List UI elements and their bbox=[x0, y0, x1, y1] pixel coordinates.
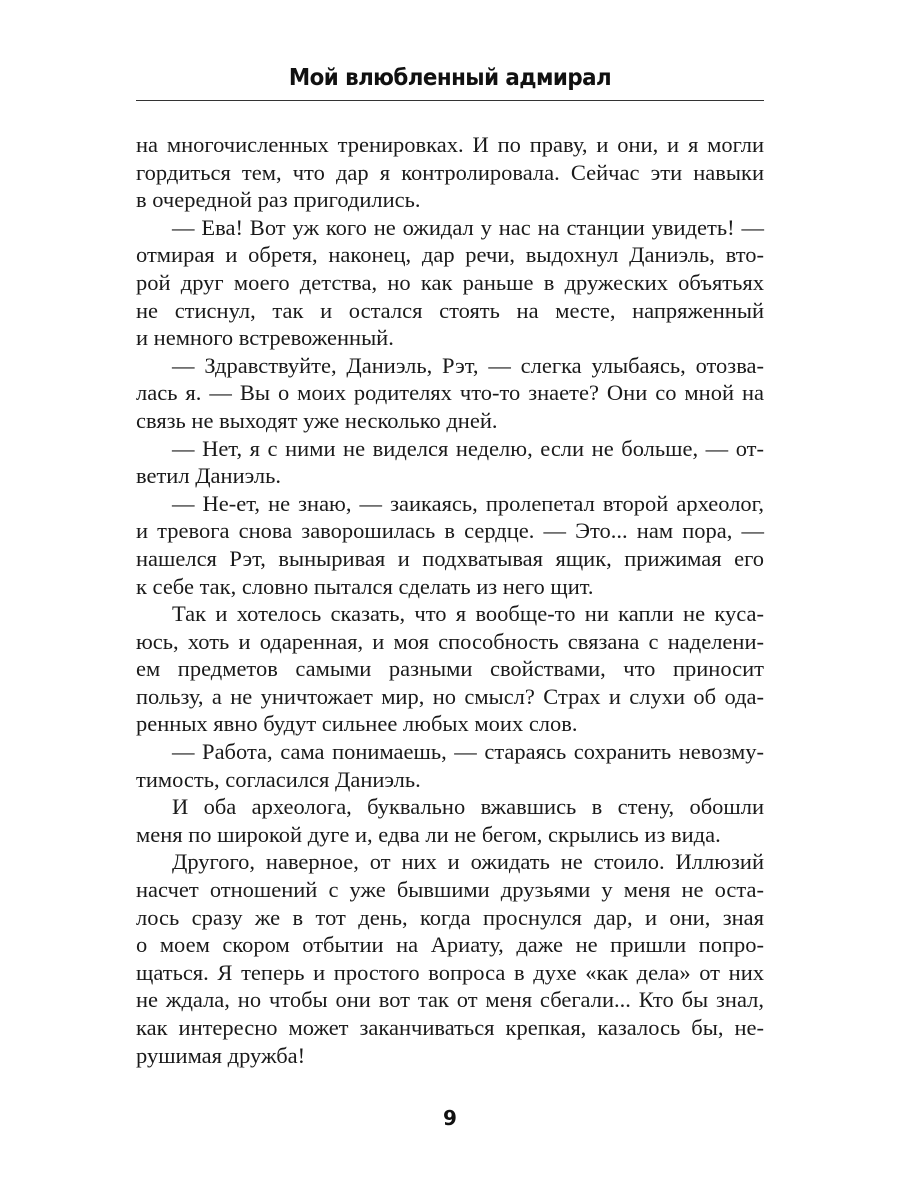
text-line: не ждала, но чтобы они вот так от меня сбегали... Кто бы знал, bbox=[136, 987, 764, 1013]
text-line: тимость, согласился Даниэль. bbox=[136, 766, 421, 792]
text-line: меня по широкой дуге и, едва ли не бегом, скрылись из вида. bbox=[136, 821, 721, 847]
text-line: и тревога снова заворошилась в сердце. — Это... нам пора, — bbox=[136, 518, 764, 544]
text-line: к себе так, словно пытался сделать из него щит. bbox=[136, 573, 594, 599]
text-line: — Здравствуйте, Даниэль, Рэт, — слегка улыбаясь, отозва- bbox=[172, 352, 764, 378]
text-line: не стиснул, так и остался стоять на месте, напряженный bbox=[136, 297, 764, 323]
text-line: И оба археолога, буквально вжавшись в стену, обошли bbox=[172, 794, 764, 820]
text-line: — Работа, сама понимаешь, — стараясь сохранить невозму- bbox=[172, 739, 764, 765]
text-line: щаться. Я теперь и простого вопроса в духе «как дела» от них bbox=[136, 959, 764, 985]
text-line: ем предметов самыми разными свойствами, что приносит bbox=[136, 656, 764, 682]
text-line: Так и хотелось сказать, что я вообще-то ни капли не куса- bbox=[172, 601, 764, 627]
text-line: нашелся Рэт, выныривая и подхватывая ящик, прижимая его bbox=[136, 545, 764, 571]
text-line: Другого, наверное, от них и ожидать не стоило. Иллюзий bbox=[172, 849, 764, 875]
body-text bbox=[136, 131, 764, 1069]
text-line: как интересно может заканчиваться крепкая, казалось бы, не- bbox=[136, 1015, 764, 1040]
text-line: — Ева! Вот уж кого не ожидал у нас на станции увидеть! — bbox=[172, 214, 764, 240]
header-rule bbox=[136, 100, 764, 101]
text-line: и немного встревоженный. bbox=[136, 325, 394, 351]
text-line: юсь, хоть и одаренная, и моя способность связана с наделени- bbox=[136, 628, 764, 654]
text-line: гордиться тем, что дар я контролировала. Сейчас эти навыки bbox=[136, 159, 764, 185]
text-line: пользу, а не уничтожает мир, но смысл? Страх и слухи об ода- bbox=[136, 683, 764, 709]
text-line: на многочисленных тренировках. И по праву, и они, и я могли bbox=[136, 132, 764, 157]
text-line: — Не-ет, не знаю, — заикаясь, пролепетал второй археолог, bbox=[172, 490, 764, 516]
text-line: о моем скором отбытии на Ариату, даже не пришли попро- bbox=[136, 932, 764, 958]
text-line: в очередной раз пригодились. bbox=[136, 187, 421, 213]
text-line: ренных явно будут сильнее любых моих слов. bbox=[136, 711, 578, 737]
text-line: лось сразу же в тот день, когда проснулся дар, и они, зная bbox=[136, 904, 764, 930]
page-number: 9 bbox=[443, 1106, 457, 1130]
text-line: рушимая дружба! bbox=[136, 1042, 306, 1068]
text-line: — Нет, я с ними не виделся неделю, если не больше, — от- bbox=[172, 435, 764, 461]
running-title: Мой влюбленный адмирал bbox=[288, 65, 612, 91]
text-line: связь не выходят уже несколько дней. bbox=[136, 407, 498, 433]
text-line: отмирая и обретя, наконец, дар речи, выдохнул Даниэль, вто- bbox=[136, 242, 764, 268]
text-line: насчет отношений с уже бывшими друзьями у меня не оста- bbox=[136, 877, 764, 903]
text-line: рой друг моего детства, но как раньше в дружеских объятьях bbox=[136, 269, 764, 295]
text-line: лась я. — Вы о моих родителях что-то знаете? Они со мной на bbox=[136, 380, 764, 406]
text-line: ветил Даниэль. bbox=[136, 463, 281, 489]
